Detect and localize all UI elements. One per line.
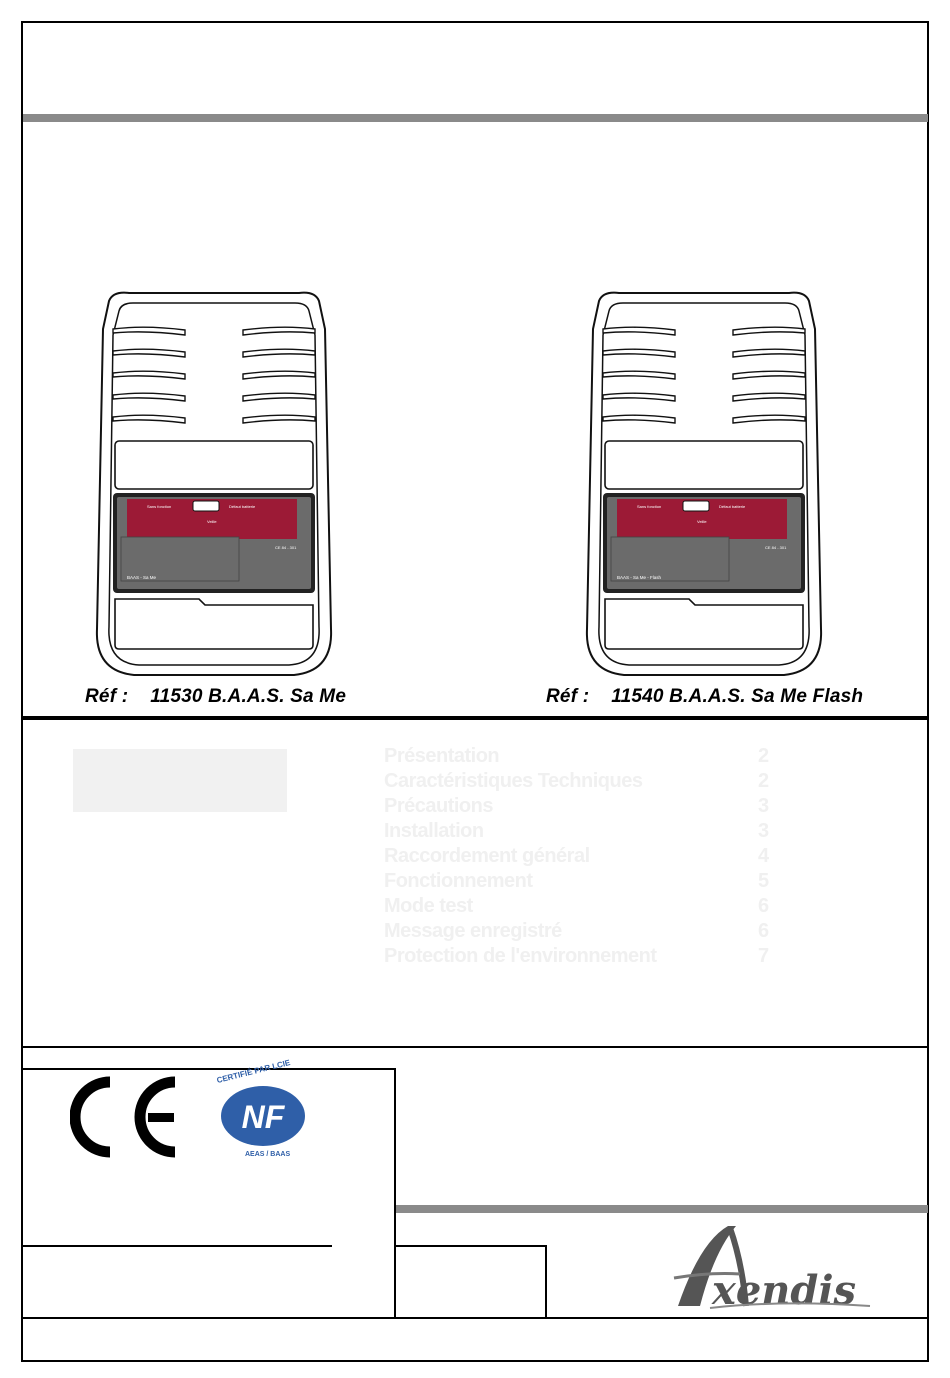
footer-divider	[23, 1046, 928, 1048]
toc-page: 6	[758, 895, 770, 917]
toc-page: 3	[758, 820, 770, 842]
footer-gray-rule	[396, 1205, 928, 1213]
footer-bottom-rule	[23, 1317, 928, 1319]
header-rule	[23, 114, 928, 122]
svg-text:NF: NF	[241, 1099, 285, 1135]
svg-text:Veille: Veille	[697, 519, 707, 524]
toc-row	[384, 770, 784, 795]
cert-inner-rule	[23, 1245, 332, 1247]
nf-certified-text: CERTIFIÉ PAR LCIE	[215, 1058, 292, 1085]
toc-row	[384, 945, 784, 970]
toc-row	[384, 870, 784, 895]
toc-page: 6	[758, 920, 770, 942]
toc-page: 5	[758, 870, 770, 892]
toc-title: Fonctionnement	[384, 870, 533, 892]
ref-text: 11530 B.A.A.S. Sa Me	[150, 686, 347, 707]
toc-row	[384, 745, 784, 770]
toc-page: 3	[758, 795, 770, 817]
toc-row	[384, 920, 784, 945]
device-ref-label-2	[546, 686, 863, 708]
toc-row	[384, 845, 784, 870]
svg-text:BAAS - Sa Me - Flash: BAAS - Sa Me - Flash	[617, 575, 662, 580]
svg-text:CE 84 - 301: CE 84 - 301	[765, 545, 787, 550]
device-illustration-2	[579, 289, 829, 679]
toc-row	[384, 795, 784, 820]
toc-row	[384, 895, 784, 920]
toc-title: Protection de l'environnement	[384, 945, 657, 967]
footer-middle-box	[395, 1245, 547, 1319]
svg-text:Sans fonction: Sans fonction	[637, 504, 662, 509]
toc-title: Raccordement général	[384, 845, 590, 867]
device-ref-label-1	[85, 686, 346, 708]
svg-text:Sans fonction: Sans fonction	[147, 504, 172, 509]
nf-category-text: AEAS / BAAS	[245, 1151, 291, 1158]
table-of-contents	[384, 745, 784, 970]
ref-prefix: Réf :	[546, 686, 590, 707]
section-divider	[23, 716, 928, 720]
svg-text:Veille: Veille	[207, 519, 217, 524]
logo-text: xendis	[712, 1267, 857, 1312]
svg-text:BAAS - Sa Me: BAAS - Sa Me	[127, 575, 157, 580]
toc-title: Message enregistré	[384, 920, 562, 942]
ref-prefix: Réf :	[85, 686, 129, 707]
toc-page: 2	[758, 745, 770, 767]
svg-text:Défaut batterie: Défaut batterie	[229, 504, 256, 509]
device-illustration-1	[89, 289, 339, 679]
toc-heading-box	[73, 749, 287, 812]
toc-page: 7	[758, 945, 770, 967]
toc-page: 4	[758, 845, 770, 867]
toc-title: Installation	[384, 820, 484, 842]
toc-title: Présentation	[384, 745, 500, 767]
nf-mark-icon	[220, 1082, 306, 1148]
toc-page: 2	[758, 770, 770, 792]
svg-text:CE 84 - 301: CE 84 - 301	[275, 545, 297, 550]
svg-text:Défaut batterie: Défaut batterie	[719, 504, 746, 509]
toc-title: Caractéristiques Techniques	[384, 770, 643, 792]
ce-mark-icon	[70, 1076, 182, 1158]
toc-title: Précautions	[384, 795, 493, 817]
ref-text: 11540 B.A.A.S. Sa Me Flash	[611, 686, 864, 707]
axendis-logo-icon	[670, 1222, 880, 1312]
toc-title: Mode test	[384, 895, 473, 917]
toc-row	[384, 820, 784, 845]
